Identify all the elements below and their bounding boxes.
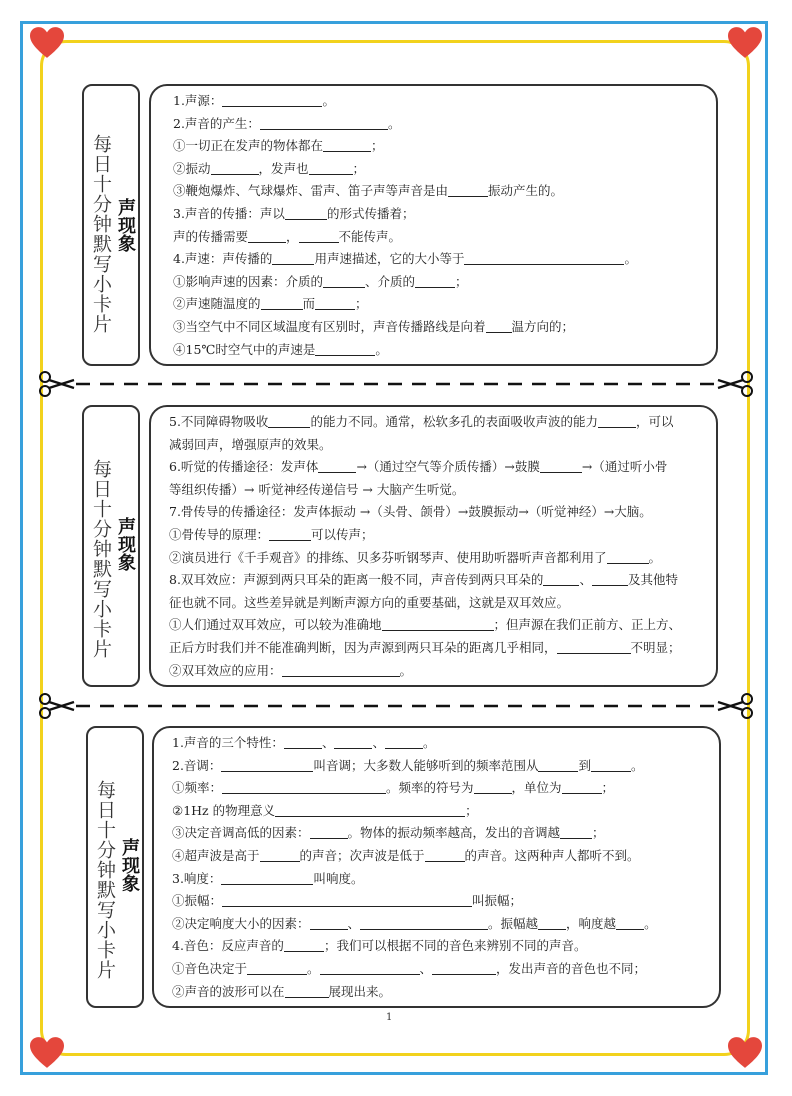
blank-line (592, 571, 628, 586)
line-text: ②双耳效应的应用： (169, 662, 282, 678)
line-text: 可以传声； (311, 526, 374, 542)
line-text: ①一切正在发声的物体都在 (173, 138, 324, 154)
line-text: 1.声音的三个特性： (172, 735, 284, 750)
blank-line (284, 734, 322, 749)
line-text: 的声音。这两种声人都听不到。 (464, 847, 640, 863)
blank-line (616, 915, 644, 930)
line-text: ④15℃时空气中的声速是 (173, 341, 316, 357)
line-text: ②演员进行《千手观音》的排练、贝多芬听钢琴声、使用助听器听声音都利用了 (169, 549, 607, 565)
blank-line (464, 250, 624, 265)
text-line (173, 271, 637, 294)
heart-icon (30, 26, 64, 60)
card-title: 声现象 (115, 198, 136, 252)
line-text: 征也就不同。这些差异就是判断声源方向的重要基础，这就是双耳效应。 (169, 594, 570, 610)
line-text: 。 (307, 960, 320, 976)
line-text: ； (465, 802, 478, 818)
line-text: 声的传播需要 (173, 228, 249, 244)
line-text: 。 (644, 915, 657, 931)
blank-line (282, 662, 400, 677)
line-text: 、 (372, 735, 385, 750)
text-line (172, 913, 657, 936)
blank-line (275, 802, 465, 817)
blank-line (315, 295, 355, 310)
line-text: ； (352, 160, 366, 176)
card-label-box (82, 84, 140, 366)
line-text: 7.骨传导的传播途径：发声体振动 →（头骨、颌骨）→鼓膜振动→（听觉神经）→大脑。 (169, 504, 652, 520)
blank-line (557, 639, 631, 654)
text-line (172, 958, 657, 981)
line-text: 而 (302, 296, 316, 312)
line-text: 温方向的； (511, 318, 575, 334)
line-text: 减弱回声，增强原声的效果。 (169, 436, 332, 452)
text-line (172, 845, 657, 868)
line-text: 8.双耳效应：声源到两只耳朵的距离一般不同，声音传到两只耳朵的 (169, 572, 544, 588)
text-line (173, 180, 637, 203)
line-text: ②1Hz 的物理意义 (172, 802, 276, 818)
blank-line (268, 413, 310, 428)
line-text: ①音色决定于 (172, 960, 248, 976)
text-line (173, 226, 637, 249)
scissors-icon (714, 371, 754, 397)
blank-line (432, 960, 496, 975)
line-text: 、介质的 (365, 273, 416, 289)
line-text: 5.不同障碍物吸收 (169, 414, 269, 429)
line-text: ，响度越 (566, 915, 617, 931)
line-text: 叫振幅； (472, 893, 523, 909)
line-text: 振动产生的。 (488, 183, 564, 199)
blank-line (591, 757, 631, 772)
line-text: 3.响度： (172, 870, 222, 886)
line-text: 叫音调；大多数人能够听到的频率范围从 (313, 757, 539, 773)
text-line (173, 135, 637, 158)
blank-line (415, 273, 455, 288)
line-text: ②声速随温度的 (173, 296, 261, 312)
line-text: ③鞭炮爆炸、气球爆炸、雷声、笛子声等声音是由 (173, 183, 449, 199)
line-text: ②振动 (173, 160, 211, 176)
line-text: 到 (578, 757, 591, 773)
line-text: ，发出声音的音色也不同； (496, 960, 647, 976)
line-text: ②声音的波形可以在 (172, 983, 285, 999)
card-content (149, 405, 718, 687)
text-line (172, 822, 657, 845)
line-text: ①影响声速的因素：介质的 (173, 273, 324, 289)
blank-line (562, 779, 602, 794)
blank-line (221, 757, 313, 772)
line-text: ④超声波是高于 (172, 847, 260, 863)
text-line (169, 614, 681, 637)
blank-line (247, 960, 307, 975)
line-text: 等组织传播）→ 听觉神经传递信号 → 大脑产生听觉。 (169, 481, 465, 497)
line-text: ①人们通过双耳效应，可以较为准确地 (169, 617, 382, 633)
line-text: ③决定音调高低的因素： (172, 825, 310, 841)
blank-line (299, 228, 339, 243)
blank-line (543, 571, 579, 586)
line-text: 。 (630, 757, 644, 773)
blank-line (248, 228, 286, 243)
text-line (173, 90, 637, 113)
line-text: ，可以 (635, 414, 674, 429)
blank-line (385, 734, 423, 749)
line-text: 3.声音的传播：声以 (173, 205, 285, 221)
text-line (169, 456, 681, 479)
heart-icon (728, 26, 762, 60)
line-text: 叫响度。 (313, 870, 364, 886)
line-text: 4.声速：声传播的 (173, 251, 273, 267)
line-text: ；但声源在我们正前方、正上方、 (493, 617, 682, 633)
text-line (169, 524, 681, 547)
line-text: ①频率： (172, 780, 223, 796)
line-text: 1.声源： (173, 93, 223, 108)
text-line (173, 113, 637, 136)
blank-line (538, 757, 578, 772)
blank-line (540, 458, 582, 473)
blank-line (320, 960, 420, 975)
line-text: ； (592, 825, 605, 841)
line-text: →（通过听小骨 (581, 459, 668, 475)
line-text: →（通过空气等介质传播）→鼓膜 (356, 459, 540, 475)
blank-line (607, 549, 649, 564)
blank-line (425, 847, 465, 862)
blank-line (310, 824, 348, 839)
blank-line (448, 182, 488, 197)
line-text: 。 (322, 93, 335, 108)
line-text: 及其他特 (627, 572, 678, 588)
blank-line (222, 92, 322, 107)
blank-line (323, 137, 371, 152)
blank-line (318, 458, 356, 473)
blank-line (221, 870, 313, 885)
heart-icon (728, 1036, 762, 1070)
card-content (152, 726, 721, 1008)
text-line (173, 339, 637, 362)
text-line (172, 981, 657, 1004)
line-text: 用声速描述，它的大小等于 (314, 251, 465, 267)
card-label-text: 每日十分钟默写小卡片 (90, 134, 112, 334)
scissors-icon (38, 693, 78, 719)
line-text: 。 (399, 662, 413, 678)
text-line (172, 732, 657, 755)
text-line (172, 777, 657, 800)
text-line (169, 434, 681, 457)
card-lines (173, 90, 637, 361)
text-line (169, 411, 681, 434)
blank-line (334, 734, 372, 749)
blank-line (260, 847, 300, 862)
card-lines (169, 411, 681, 682)
blank-line (486, 318, 512, 333)
cut-line (40, 692, 752, 720)
blank-line (269, 526, 311, 541)
line-text: 、 (347, 915, 361, 931)
text-line (173, 248, 637, 271)
line-text: 2.音调： (172, 757, 222, 773)
line-text: 4.音色：反应声音的 (172, 938, 284, 954)
text-line (173, 316, 637, 339)
scissors-icon (38, 371, 78, 397)
text-line (169, 592, 681, 615)
card-lines (172, 732, 657, 1003)
line-text: 的能力不同。通常，松软多孔的表面吸收声波的能力 (310, 414, 598, 429)
line-text: 、 (579, 572, 592, 588)
blank-line (598, 413, 636, 428)
line-text: 。物体的振动频率越高，发出的音调越 (347, 825, 561, 841)
line-text: 。振幅越 (488, 915, 539, 931)
text-line (172, 935, 657, 958)
text-line (169, 569, 681, 592)
text-line (172, 800, 657, 823)
line-text: ，发声也 (258, 160, 309, 176)
blank-line (538, 915, 566, 930)
blank-line (309, 160, 353, 175)
line-text: 。 (375, 341, 388, 357)
blank-line (222, 779, 386, 794)
line-text: 2.声音的产生： (173, 115, 260, 131)
blank-line (560, 824, 592, 839)
line-text: 正后方时我们并不能准确判断，因为声源到两只耳朵的距离几乎相同， (169, 639, 557, 655)
text-line (169, 660, 681, 683)
blank-line (382, 616, 494, 631)
blank-line (284, 937, 324, 952)
line-text: 。 (624, 251, 637, 267)
blank-line (261, 295, 303, 310)
card-content (149, 84, 718, 366)
blank-line (474, 779, 512, 794)
line-text: 、 (321, 735, 335, 750)
line-text: ，单位为 (511, 780, 562, 796)
cut-line (40, 370, 752, 398)
line-text: ①骨传导的原理： (169, 526, 270, 542)
text-line (172, 890, 657, 913)
line-text: 、 (419, 960, 433, 976)
blank-line (310, 915, 348, 930)
line-text: 。 (648, 549, 662, 565)
line-text: 。频率的符号为 (386, 780, 474, 796)
card-title: 声现象 (115, 517, 136, 571)
line-text: 。 (387, 115, 401, 131)
blank-line (285, 983, 329, 998)
blank-line (323, 273, 365, 288)
line-text: ； (455, 273, 468, 289)
text-line (173, 203, 637, 226)
blank-line (211, 160, 259, 175)
card-label-text: 每日十分钟默写小卡片 (90, 459, 112, 659)
text-line (173, 293, 637, 316)
line-text: ②决定响度大小的因素： (172, 915, 310, 931)
line-text: 不能传声。 (338, 228, 402, 244)
card-label-box (86, 726, 144, 1008)
text-line (169, 547, 681, 570)
blank-line (285, 205, 327, 220)
text-line (172, 755, 657, 778)
text-line (169, 637, 681, 660)
line-text: 不明显； (630, 639, 681, 655)
line-text: ， (286, 228, 299, 244)
text-line (173, 158, 637, 181)
scissors-icon (714, 693, 754, 719)
heart-icon (30, 1036, 64, 1070)
line-text: ； (601, 780, 615, 796)
line-text: ③当空气中不同区域温度有区别时，声音传播路线是向着 (173, 318, 486, 334)
line-text: ； (371, 138, 384, 154)
line-text: 6.听觉的传播途径：发声体 (169, 459, 319, 475)
blank-line (315, 341, 375, 356)
blank-line (272, 250, 314, 265)
line-text: 的声音；次声波是低于 (299, 847, 425, 863)
card-title: 声现象 (119, 838, 140, 892)
blank-line (360, 915, 488, 930)
text-line (169, 479, 681, 502)
blank-line (222, 892, 472, 907)
line-text: ①振幅： (172, 893, 223, 909)
page-number: 1 (386, 1012, 393, 1023)
line-text: 。 (422, 735, 436, 750)
text-line (172, 868, 657, 891)
line-text: ；我们可以根据不同的音色来辨别不同的声音。 (323, 938, 587, 954)
blank-line (260, 115, 388, 130)
line-text: 展现出来。 (328, 983, 392, 999)
line-text: 的形式传播着； (326, 205, 415, 221)
card-label-text: 每日十分钟默写小卡片 (94, 780, 116, 980)
line-text: ； (355, 296, 368, 312)
text-line (169, 501, 681, 524)
card-label-box (82, 405, 140, 687)
